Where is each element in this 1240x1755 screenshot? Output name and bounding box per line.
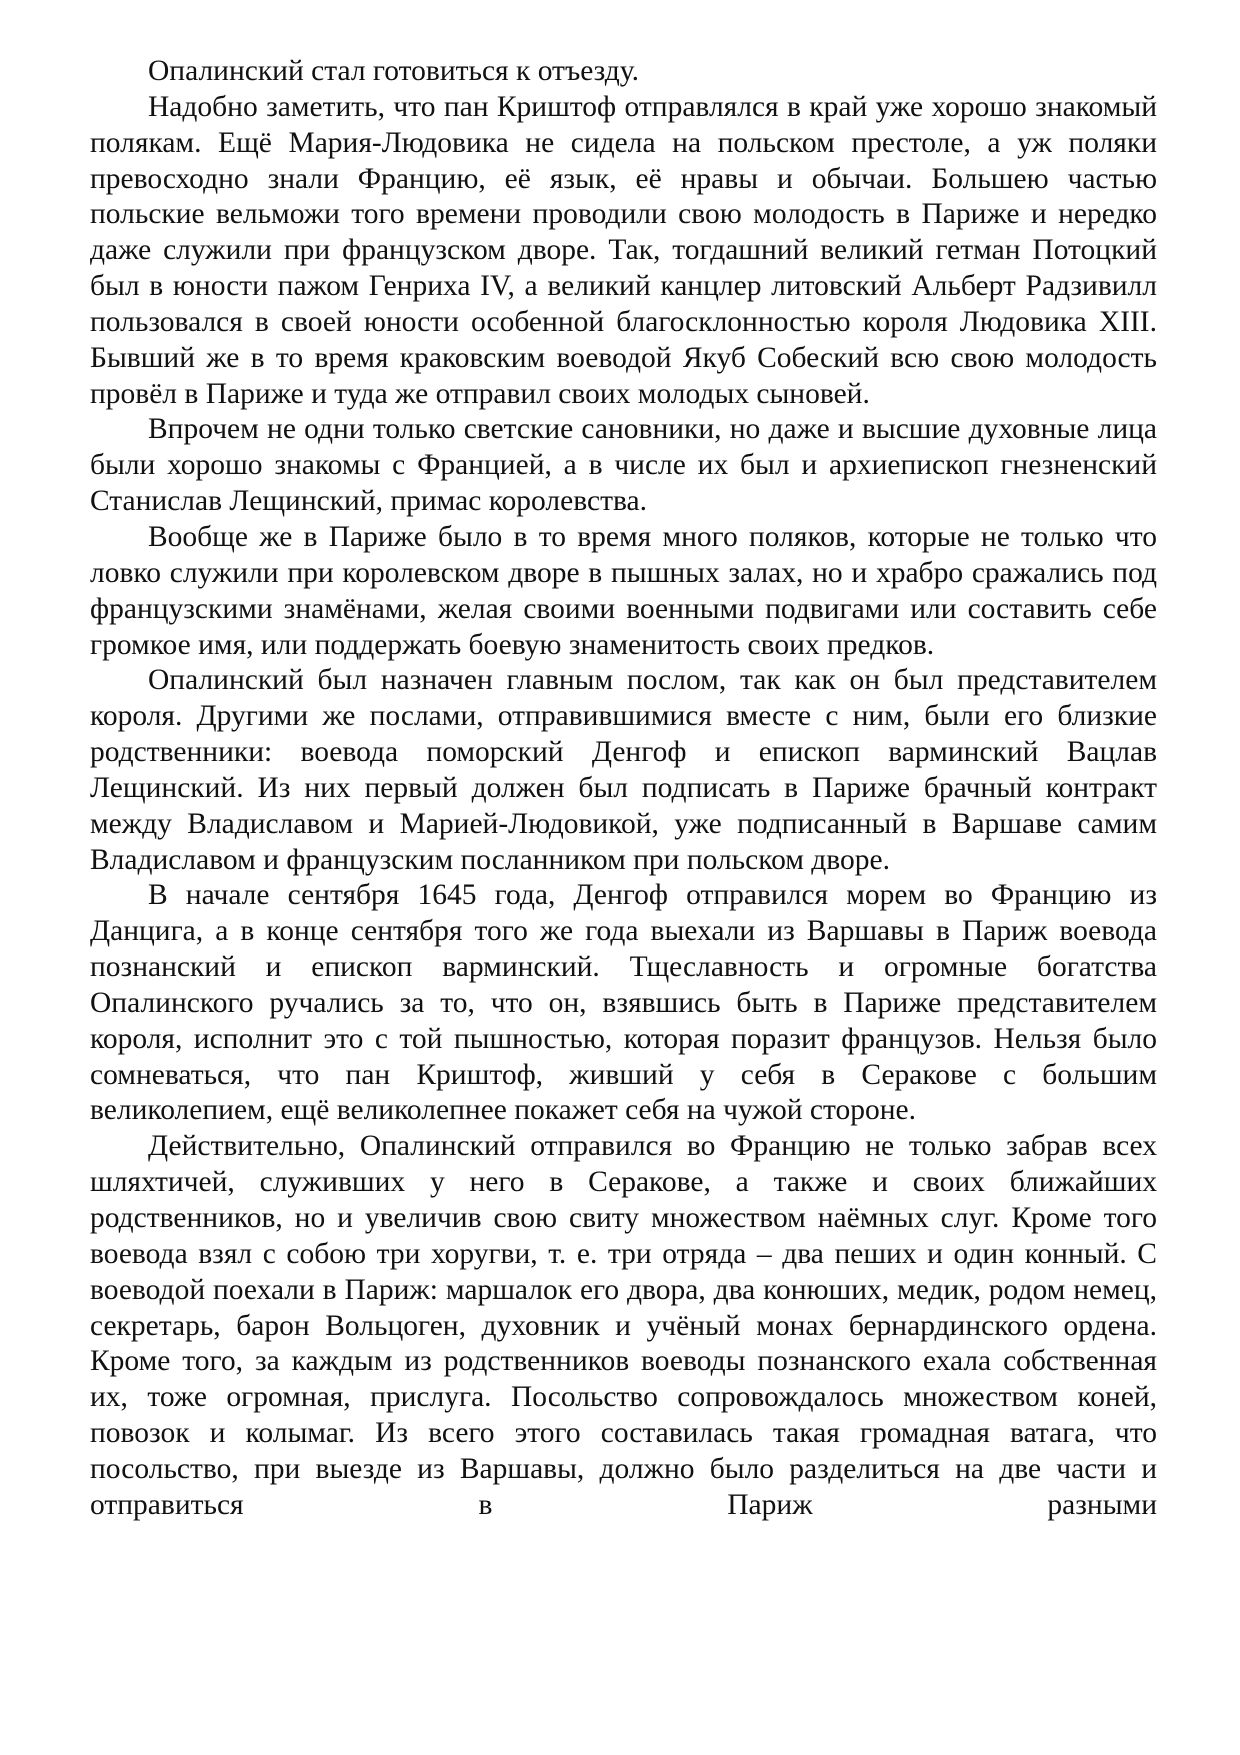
paragraph-7: Действительно, Опалинский отправился во Францию не только забрав всех шляхтичей, служивших у него в Серакове, а также и своих ближайших родственников, но и увеличив свою свиту множеством наёмных слуг. Кроме того воевода взял с собою три хоругви, т. е. три отряда – два пеших и один конный. С воеводой поехали в Париж: маршалок его двора, два конюших, медик, родом немец, секретарь, барон Вольцоген, духовник и учёный монах бернардинского ордена. Кроме того, за каждым из родственников воеводы познанского ехала собственная их, тоже огромная, прислуга. Посольство сопровождалось множеством коней, повозок и колымаг. Из всего этого составилась такая громадная ватага, что посольство, при выезде из Варшавы, должно было разделиться на две части и отправиться в Париж разными [90, 1130, 1157, 1521]
paragraph-4: Вообще же в Париже было в то время много поляков, которые не только что ловко служили при королевском дворе в пышных залах, но и храбро сражались под французскими знамёнами, желая своими военными подвигами или составить себе громкое имя, или поддержать боевую знаменитость своих предков. [90, 520, 1157, 661]
paragraph-5: Опалинский был назначен главным послом, так как он был представителем короля. Другими же послами, отправившимися вместе с ним, были его близкие родственники: воевода поморский Денгоф и епископ варминский Вацлав Лещинский. Из них первый должен был подписать в Париже брачный контракт между Владиславом и Марией-Людовикой, уже подписанный в Варшаве самим Владиславом и французским посланником при польском дворе. [90, 664, 1157, 876]
paragraph-6: В начале сентября 1645 года, Денгоф отправился морем во Францию из Данцига, а в конце сентября того же года выехали из Варшавы в Париж воевода познанский и епископ варминский. Тщеславность и огромные богатства Опалинского ручались за то, что он, взявшись быть в Париже представителем короля, исполнит это с той пышностью, которая поразит французов. Нельзя было сомневаться, что пан Криштоф, живший у себя в Серакове с большим великолепием, ещё великолепнее покажет себя на чужой стороне. [90, 879, 1157, 1127]
paragraph-1: Опалинский стал готовиться к отъезду. [148, 55, 639, 87]
body-text [90, 54, 1157, 1524]
paragraph-2: Надобно заметить, что пан Криштоф отправлялся в край уже хорошо знакомый полякам. Ещё Мария-Людовика не сидела на польском престоле, а уж поляки превосходно знали Францию, её язык, её нравы и обычаи. Большею частью польские вельможи того времени проводили свою молодость в Париже и нередко даже служили при французском дворе. Так, тогдашний великий гетман Потоцкий был в юности пажом Генриха IV, а великий канцлер литовский Альберт Радзивилл пользовался в своей юности особенной благосклонностью короля Людовика XIII. Бывший же в то время краковским воеводой Якуб Собеский всю свою молодость провёл в Париже и туда же отправил своих молодых сыновей. [90, 90, 1157, 410]
paragraph-3: Впрочем не одни только светские сановники, но даже и высшие духовные лица были хорошо знакомы с Францией, а в числе их был и архиепископ гнезненский Станислав Лещинский, примас королевства. [90, 413, 1157, 518]
